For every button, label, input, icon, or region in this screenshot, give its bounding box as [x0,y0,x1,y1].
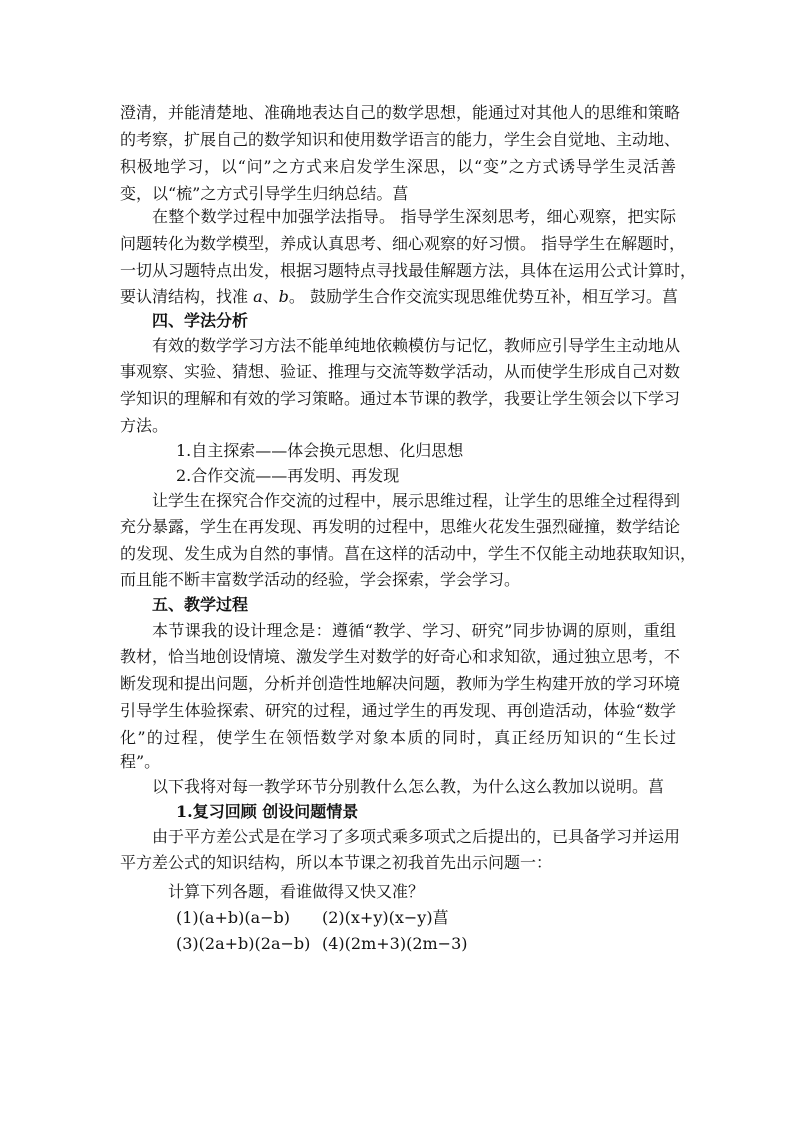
para2-line3: 一切从习题特点出发，根据习题特点寻找最佳解题方法，具体在运用公式计算时， [120,261,697,280]
para7-line1: 由于平方差公式是在学习了多项式乘多项式之后提出的，已具备学习并运用 [152,827,681,846]
exercise-prompt: 计算下列各题，看谁做得又快又准？ [168,882,425,901]
para3-line3: 学知识的理解和有效的学习策略。通过本节课的教学，我要让学生领会以下学习 [120,389,681,408]
para5-line6: 程”。 [120,752,161,771]
para2-line4-start: 要认清结构，找准 [120,287,254,306]
heading-section-5: 五、教学过程 [152,595,249,614]
exercise-1: (1)(a+b)(a−b) [176,908,291,927]
para6: 以下我将对每一教学环节分别教什么怎么教，为什么这么教加以说明。菖 [152,777,665,796]
para2-line4-end: 。 鼓励学生合作交流实现思维优势互补，相互学习。菖 [288,287,678,306]
exercise-3: (3)(2a+b)(2a−b) [176,934,311,953]
variable-separator: 、 [262,287,279,306]
para4-line3: 的发现、发生成为自然的事情。菖在这样的活动中，学生不仅能主动地获取知识， [120,544,697,563]
exercise-4: (4)(2m+3)(2m−3) [322,934,468,953]
variable-a: a [253,287,263,306]
para4-line1: 让学生在探究合作交流的过程中，展示思维过程，让学生的思维全过程得到 [152,491,681,510]
para5-line4: 引导学生体验探索、研究的过程，通过学生的再发现、再创造活动，体验“数学 [120,701,676,720]
para1-line3: 积极地学习，以“问”之方式来启发学生深思，以“变”之方式诱导学生灵活善 [120,157,676,176]
method-1: 1.自主探索——体会换元思想、化归思想 [176,441,464,460]
subheading-review: 1.复习回顾 创设问题情景 [176,802,359,821]
para2-line1: 在整个数学过程中加强学法指导。 指导学生深刻思考，细心观察，把实际 [152,207,676,226]
para7-line2: 平方差公式的知识结构，所以本节课之初我首先出示问题一： [120,853,553,872]
para1-line2: 的考察，扩展自己的数学知识和使用数学语言的能力，学生会自觉地、主动地、 [120,130,681,149]
para3-line1: 有效的数学学习方法不能单纯地依赖模仿与记忆，教师应引导学生主动地从 [152,336,681,355]
para2-line2: 问题转化为数学模型，养成认真思考、细心观察的好习惯。 指导学生在解题时， [120,234,686,253]
para5-line3: 断发现和提出问题，分析并创造性地解决问题，教师为学生构建开放的学习环境 [120,674,681,693]
para5-line5: 化”的过程，使学生在领悟数学对象本质的同时，真正经历知识的“生长过 [120,728,676,747]
para1-line1: 澄清，并能清楚地、准确地表达自己的数学思想，能通过对其他人的思维和策略 [120,103,681,122]
para2-line4 [120,287,678,307]
para3-line4: 方法。 [120,416,169,435]
exercise-2: (2)(x+y)(x−y)菖 [322,908,449,927]
para1-line4: 变，以“梳”之方式引导学生归纳总结。菖 [120,184,409,203]
heading-section-4: 四、学法分析 [152,311,249,330]
para5-line1: 本节课我的设计理念是：遵循“教学、学习、研究”同步协调的原则，重组 [152,621,676,640]
para4-line4: 而且能不断丰富数学活动的经验，学会探索，学会学习。 [120,570,521,589]
para3-line2: 事观察、实验、猜想、验证、推理与交流等数学活动，从而使学生形成自己对数 [120,362,681,381]
variable-b: b [278,287,289,306]
para4-line2: 充分暴露，学生在再发现、再发明的过程中，思维火花发生强烈碰撞，数学结论 [120,517,681,536]
method-2: 2.合作交流——再发明、再发现 [176,466,400,485]
para5-line2: 教材，恰当地创设情境、激发学生对数学的好奇心和求知欲，通过独立思考，不 [120,647,681,666]
